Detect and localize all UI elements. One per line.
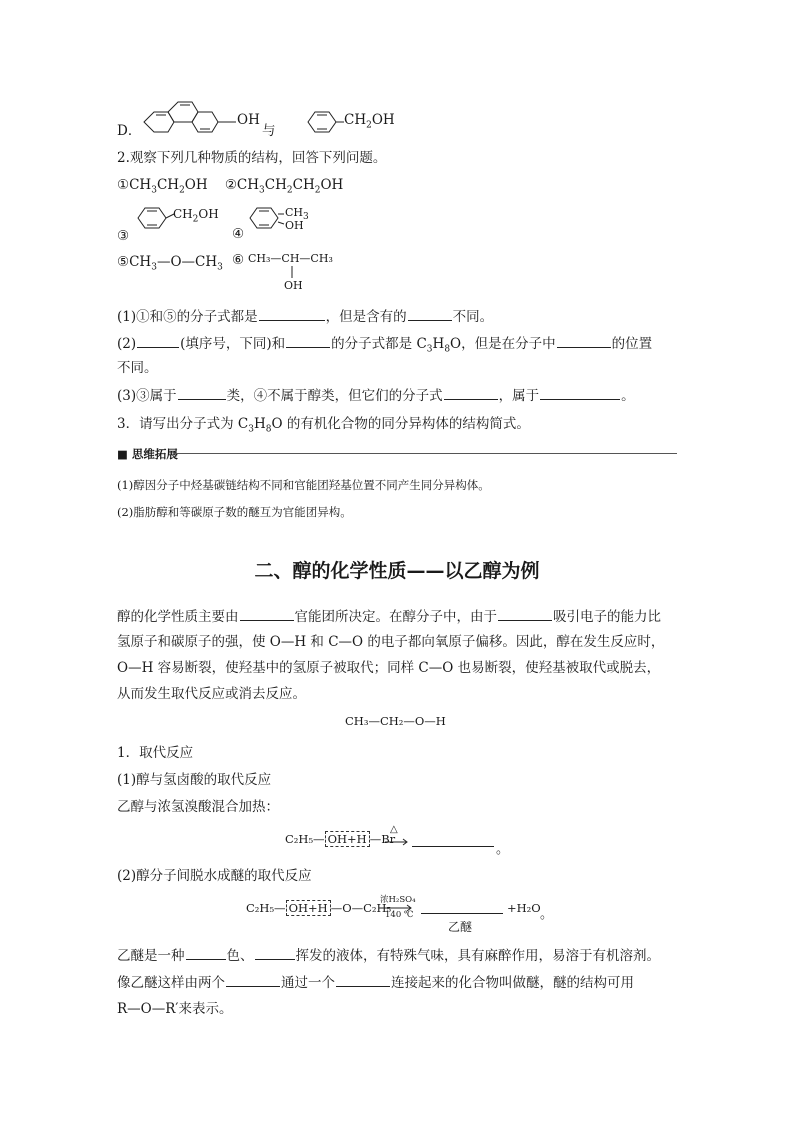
oh-group: OH bbox=[237, 112, 260, 128]
ether-desc-2: 像乙醚这样由两个 通过一个 连接起来的化合物叫做醚，醚的结构可用 bbox=[117, 972, 634, 993]
ethanol-structure: CH₃—CH₂—O—H bbox=[345, 714, 446, 728]
item3-label: ③ bbox=[117, 228, 130, 244]
s2-para-line2: 氢原子和碳原子的强，使 O—H 和 C—O 的电子都向氧原子偏移。因此，醇在发生反应时， bbox=[117, 634, 665, 650]
reaction-1: C₂H₅— OH+H —Br bbox=[285, 832, 396, 846]
period: 。 bbox=[496, 842, 510, 857]
q3: 3．请写出分子式为 $C_3H_8O$ 的有机化合物的同分异构体的结构简式。 bbox=[117, 416, 530, 435]
siwei-label: ■ 思维拓展 bbox=[117, 447, 178, 461]
item6-chain: CH₃—CH—CH₃ bbox=[248, 252, 333, 265]
ether-desc-3: R—O—R′来表示。 bbox=[117, 1001, 233, 1017]
siwei-note-1: (1)醇因分子中烃基碳链结构不同和官能团羟基位置不同产生同分异构体。 bbox=[117, 478, 490, 492]
arrow-icon bbox=[385, 838, 411, 846]
s2-para-line1: 醇的化学性质主要由 官能团所决定。在醇分子中，由于 吸引电子的能力比 bbox=[117, 606, 661, 627]
blank[interactable] bbox=[408, 306, 452, 321]
ch2oh-group: $CH_2OH$ bbox=[344, 112, 395, 131]
s2-para-line4: 从而发生取代反应或消去反应。 bbox=[117, 686, 306, 702]
blank[interactable] bbox=[186, 945, 226, 960]
answer-blank[interactable] bbox=[421, 899, 503, 914]
h-hydrohalic: (1)醇与氢卤酸的取代反应 bbox=[117, 772, 272, 788]
condition-temp: 140 ℃ bbox=[385, 910, 414, 920]
q2-sub1: (1)①和⑤的分子式都是 ，但是含有的 不同。 bbox=[117, 306, 493, 327]
q2-sub2-cont: 不同。 bbox=[117, 360, 158, 376]
section-title: 二、醇的化学性质——以乙醇为例 bbox=[254, 560, 540, 582]
item4-ch3: $CH_3$ bbox=[285, 206, 309, 223]
blank[interactable] bbox=[540, 385, 620, 400]
blank[interactable] bbox=[259, 306, 325, 321]
item6-bond bbox=[290, 266, 294, 278]
item5: $⑤CH_3—O—CH_3$ bbox=[117, 254, 223, 273]
blank[interactable] bbox=[240, 606, 294, 621]
blank[interactable] bbox=[336, 972, 390, 987]
ether-label: 乙醚 bbox=[448, 920, 473, 934]
yu-text: 与 bbox=[262, 123, 276, 139]
water-product: +H₂O bbox=[507, 901, 541, 915]
divider bbox=[175, 453, 677, 454]
item4-label: ④ bbox=[232, 226, 245, 242]
q2-items-1-2: $①CH_3CH_2OH$ $②CH_3CH_2CH_2OH$ bbox=[117, 177, 344, 196]
blank[interactable] bbox=[178, 385, 226, 400]
h-substitution: 1．取代反应 bbox=[117, 745, 194, 761]
condition-acid: 浓H₂SO₄ bbox=[380, 895, 416, 905]
blank[interactable] bbox=[557, 333, 611, 348]
siwei-header bbox=[117, 446, 677, 460]
item3-ch2oh: $CH_2OH$ bbox=[173, 207, 219, 225]
blank[interactable] bbox=[255, 945, 295, 960]
period: 。 bbox=[540, 907, 554, 922]
heat-symbol: △ bbox=[390, 824, 398, 835]
q2-sub2: (2) (填序号，下同)和 的分子式都是 $C_3H_8O$，但是在分子中 的位置 bbox=[117, 333, 652, 360]
s2-para-line3: O—H 容易断裂，使羟基中的氢原子被取代；同样 C—O 也易断裂，使羟基被取代或脱去， bbox=[117, 660, 661, 676]
answer-blank[interactable] bbox=[412, 832, 494, 847]
blank[interactable] bbox=[444, 385, 498, 400]
blank[interactable] bbox=[286, 333, 330, 348]
blank[interactable] bbox=[226, 972, 280, 987]
h-ether: (2)醇分子间脱水成醚的取代反应 bbox=[117, 868, 312, 884]
item6-label: ⑥ bbox=[232, 252, 245, 268]
option-d-label: D． bbox=[117, 123, 142, 139]
q2-sub3: (3)③属于 类，④不属于醇类，但它们的分子式 ，属于 。 bbox=[117, 385, 635, 406]
siwei-note-2: (2)脂肪醇和等碳原子数的醚互为官能团异构。 bbox=[117, 505, 352, 519]
blank[interactable] bbox=[498, 606, 552, 621]
ether-desc-1: 乙醚是一种 色、 挥发的液体，有特殊气味，具有麻醉作用，易溶于有机溶剂。 bbox=[117, 945, 660, 966]
item6-oh: OH bbox=[284, 279, 303, 292]
hydrohalic-desc: 乙醇与浓氢溴酸混合加热： bbox=[117, 799, 279, 815]
blank[interactable] bbox=[137, 333, 179, 348]
q2-intro: 2.观察下列几种物质的结构，回答下列问题。 bbox=[117, 150, 387, 166]
item4-oh: OH bbox=[285, 219, 304, 232]
reaction-2: C₂H₅— OH+H —O—C₂H₅ bbox=[246, 901, 392, 915]
